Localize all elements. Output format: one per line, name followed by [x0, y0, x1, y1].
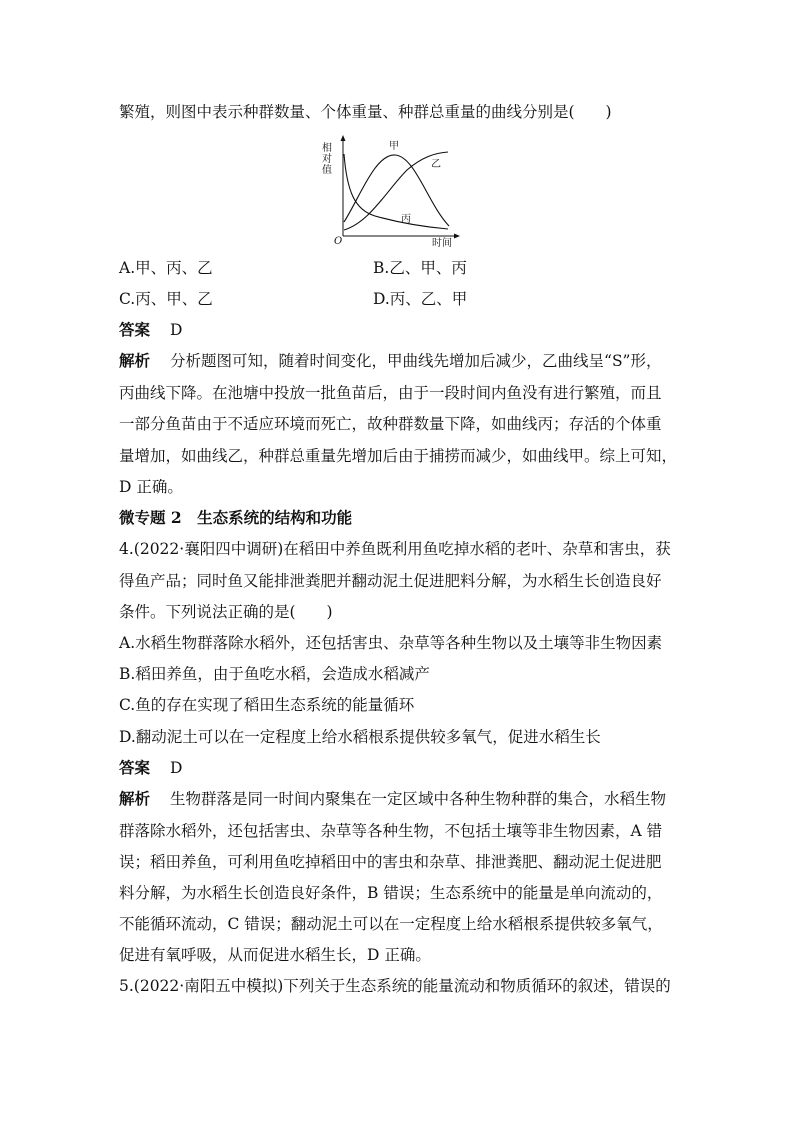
q3-analysis-line: 分析题图可知，随着时间变化，甲曲线先增加后减少，乙曲线呈“S”形， — [170, 352, 662, 370]
q4-option-a: A.水稻生物群落除水稻外，还包括害虫、杂草等各种生物以及土壤等非生物因素 — [119, 634, 663, 652]
curve-chart-svg — [319, 132, 465, 252]
origin-label: O — [334, 236, 343, 247]
q4-stem-line: 条件。下列说法正确的是( ) — [119, 603, 333, 621]
x-axis-arrow — [454, 234, 460, 239]
q3-analysis-line: 量增加，如曲线乙，种群总重量先增加后由于捕捞而减少，如曲线甲。综上可知， — [119, 447, 678, 465]
y-axis-label: 相对值 — [319, 142, 331, 175]
q4-analysis-row-1 — [119, 789, 666, 809]
curve-bing-label: 丙 — [401, 214, 411, 225]
q3-stem-tail: 繁殖，则图中表示种群数量、个体重量、种群总重量的曲线分别是( ) — [119, 103, 612, 121]
q3-answer-row — [119, 320, 182, 340]
q3-analysis-line: 一部分鱼苗由于不适应环境而死亡，故种群数量下降，如曲线丙；存活的个体重 — [119, 415, 662, 433]
q3-option-c: C.丙、甲、乙 — [119, 290, 213, 308]
q4-analysis-label: 解析 — [119, 789, 151, 808]
q3-analysis-line: 丙曲线下降。在池塘中投放一批鱼苗后，由于一段时间内鱼没有进行繁殖，而且 — [119, 384, 662, 402]
q3-analysis-line: D 正确。 — [119, 478, 183, 496]
q3-answer-label: 答案 — [119, 320, 151, 339]
q3-analysis-label: 解析 — [119, 351, 151, 370]
q4-stem-line: 得鱼产品；同时鱼又能排泄粪肥并翻动泥土促进肥料分解，为水稻生长创造良好 — [119, 572, 662, 590]
q4-analysis-line: 误；稻田养鱼，可利用鱼吃掉稻田中的害虫和杂草、排泄粪肥、翻动泥土促进肥 — [119, 853, 662, 871]
q4-option-c: C.鱼的存在实现了稻田生态系统的能量循环 — [119, 696, 415, 714]
q4-option-d: D.翻动泥土可以在一定程度上给水稻根系提供较多氧气，促进水稻生长 — [119, 728, 601, 746]
q3-option-a: A.甲、丙、乙 — [119, 259, 213, 277]
q3-answer-value: D — [170, 321, 183, 339]
q5-stem-line: 5.(2022·南阳五中模拟)下列关于生态系统的能量流动和物质循环的叙述，错误的 — [119, 977, 671, 995]
q4-analysis-line: 不能循环流动，C 错误；翻动泥土可以在一定程度上给水稻根系提供较多氧气， — [119, 915, 663, 933]
q4-stem-line: 4.(2022·襄阳四中调研)在稻田中养鱼既利用鱼吃掉水稻的老叶、杂草和害虫，获 — [119, 540, 671, 558]
q4-analysis-line: 群落除水稻外，还包括害虫、杂草等各种生物，不包括土壤等非生物因素，A 错 — [119, 822, 663, 840]
q4-answer-label: 答案 — [119, 758, 151, 777]
q3-option-d: D.丙、乙、甲 — [373, 290, 468, 308]
q4-analysis-line: 料分解，为水稻生长创造良好条件，B 错误；生态系统中的能量是单向流动的， — [119, 884, 663, 902]
y-axis-arrow — [341, 135, 346, 141]
q4-answer-value: D — [170, 759, 183, 777]
q4-analysis-line: 生物群落是同一时间内聚集在一定区域中各种生物种群的集合，水稻生物 — [170, 790, 667, 808]
curve-jia-label: 甲 — [389, 141, 399, 152]
q4-analysis-line: 促进有氧呼吸，从而促进水稻生长，D 正确。 — [119, 946, 431, 964]
x-axis-label: 时间 — [432, 238, 452, 249]
topic-heading: 微专题 2 生态系统的结构和功能 — [119, 508, 353, 527]
q3-analysis-row-1 — [119, 351, 662, 371]
q4-option-b: B.稻田养鱼，由于鱼吃水稻，会造成水稻减产 — [119, 665, 430, 683]
q4-answer-row — [119, 758, 182, 778]
population-curve-figure — [319, 132, 465, 252]
q3-option-b: B.乙、甲、丙 — [373, 259, 467, 277]
curve-yi-label: 乙 — [431, 159, 441, 170]
